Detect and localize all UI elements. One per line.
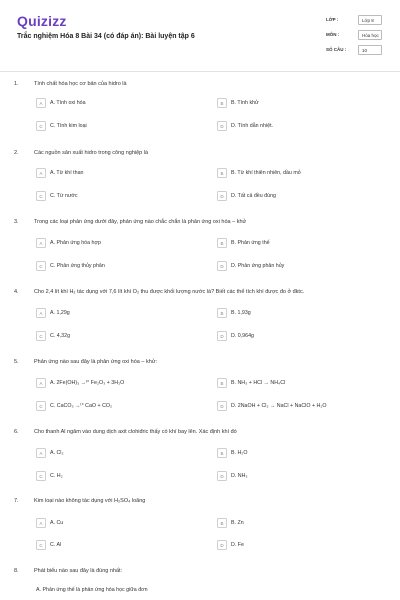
option-text: A. 2Fe(OH)₃ →ᵗ° Fe₂O₃ + 3H₂O bbox=[50, 379, 125, 386]
option-a[interactable] bbox=[36, 98, 201, 110]
option-letter: B bbox=[217, 518, 227, 528]
option-text: C. Từ nước bbox=[50, 192, 78, 199]
class-value: Lớp 8 bbox=[358, 15, 382, 25]
option-c[interactable] bbox=[36, 121, 201, 133]
option-letter: B bbox=[217, 378, 227, 388]
option-b[interactable] bbox=[217, 448, 382, 460]
option-c[interactable] bbox=[36, 540, 201, 552]
option-a[interactable] bbox=[36, 308, 201, 320]
option-b[interactable] bbox=[217, 378, 382, 390]
option-text: C. Al bbox=[50, 541, 62, 548]
option-c[interactable] bbox=[36, 261, 201, 273]
worksheet-header bbox=[0, 0, 400, 70]
subject-value: Hóa học bbox=[358, 30, 382, 40]
count-label: SỐ CÂU : bbox=[326, 47, 347, 52]
option-b[interactable] bbox=[217, 98, 382, 110]
option-letter: D bbox=[217, 331, 227, 341]
option-letter: D bbox=[217, 540, 227, 550]
option-letter: A bbox=[36, 378, 46, 388]
question-number: 4. bbox=[14, 289, 19, 295]
question-number: 2. bbox=[14, 150, 19, 156]
page-title: Trắc nghiệm Hóa 8 Bài 34 (có đáp án): Bài luyện tập 6 bbox=[17, 33, 195, 40]
option-letter: C bbox=[36, 401, 46, 411]
option-text: D. 2NaOH + Cl₂ → NaCl + NaClO + H₂O bbox=[231, 402, 327, 409]
question-number: 7. bbox=[14, 498, 19, 504]
option-letter: C bbox=[36, 471, 46, 481]
option-d[interactable] bbox=[217, 540, 382, 552]
option-text: C. CaCO₃ →ᵗ° CaO + CO₂ bbox=[50, 402, 113, 409]
question-text: Cho 2,4 lít khí H₂ tác dụng với 7,6 lít khí O₂ thu được khối lượng nước là? Biết các thể tích khí được đo ở đktc. bbox=[34, 289, 305, 295]
question-text: Các nguồn sản xuất hidro trong công nghiệp là bbox=[34, 150, 149, 156]
question-text: Cho thanh Al ngâm vào dung dịch axit clohiđric thấy có khí bay lên. Xác định khí đó bbox=[34, 429, 237, 435]
quizizz-logo: Quizizz bbox=[17, 13, 67, 29]
option-text: A. Cl₂ bbox=[50, 449, 64, 456]
option-d[interactable] bbox=[217, 331, 382, 343]
option-letter: B bbox=[217, 98, 227, 108]
option-letter: D bbox=[217, 471, 227, 481]
option-text: B. Tính khử bbox=[231, 99, 259, 106]
option-letter: D bbox=[217, 191, 227, 201]
header-divider bbox=[0, 71, 400, 72]
option-letter: A bbox=[36, 168, 46, 178]
subject-label: MÔN : bbox=[326, 32, 340, 37]
option-text: A. Phản ứng hóa hợp bbox=[50, 239, 101, 246]
option-text: C. 4,32g bbox=[50, 332, 71, 339]
option-text: D. Phản ứng phân hủy bbox=[231, 262, 285, 269]
option-text: C. H₂ bbox=[50, 472, 63, 479]
question-number: 6. bbox=[14, 429, 19, 435]
option-letter: B bbox=[217, 238, 227, 248]
option-d[interactable] bbox=[217, 191, 382, 203]
option-a[interactable] bbox=[36, 448, 201, 460]
option-d[interactable] bbox=[217, 121, 382, 133]
option-a[interactable] bbox=[36, 378, 201, 390]
option-text: A. Tính oxi hóa bbox=[50, 99, 86, 106]
option-letter: A bbox=[36, 448, 46, 458]
option-d[interactable] bbox=[217, 401, 382, 413]
option-text: B. 1,93g bbox=[231, 309, 251, 316]
option-text: D. 0,964g bbox=[231, 332, 254, 339]
option-b[interactable] bbox=[217, 308, 382, 320]
option-letter: A bbox=[36, 238, 46, 248]
question-text: Phát biểu nào sau đây là đúng nhất: bbox=[34, 568, 123, 574]
option-b[interactable] bbox=[217, 518, 382, 530]
option-c[interactable] bbox=[36, 401, 201, 413]
class-label: LỚP : bbox=[326, 17, 339, 22]
option-letter: B bbox=[217, 308, 227, 318]
option-letter: A bbox=[36, 308, 46, 318]
option-letter: A bbox=[36, 98, 46, 108]
option-text: D. Tất cả đều đúng bbox=[231, 192, 276, 199]
option-text: A. Cu bbox=[50, 519, 64, 526]
question-text: Kim loại nào không tác dụng với H₂SO₄ loãng bbox=[34, 498, 146, 504]
option-letter: C bbox=[36, 121, 46, 131]
option-text: D. Fe bbox=[231, 541, 244, 548]
option-letter: D bbox=[217, 121, 227, 131]
option-d[interactable] bbox=[217, 261, 382, 273]
option-a[interactable] bbox=[36, 238, 201, 250]
option-a[interactable]: A. Phản ứng thế là phản ứng hóa học giữa đơn bbox=[36, 587, 148, 593]
question-text: Tính chất hóa học cơ bản của hidro là bbox=[34, 81, 127, 87]
option-letter: A bbox=[36, 518, 46, 528]
option-letter: C bbox=[36, 261, 46, 271]
question-number: 8. bbox=[14, 568, 19, 574]
option-text: B. Zn bbox=[231, 519, 244, 526]
option-c[interactable] bbox=[36, 331, 201, 343]
option-letter: C bbox=[36, 331, 46, 341]
option-text: B. NH₃ + HCl → NH₄Cl bbox=[231, 379, 286, 386]
option-letter: C bbox=[36, 191, 46, 201]
option-text: C. Tính kim loại bbox=[50, 122, 87, 129]
option-c[interactable] bbox=[36, 471, 201, 483]
option-letter: B bbox=[217, 448, 227, 458]
question-text: Trong các loại phản ứng dưới đây, phản ứng nào chắc chắn là phản ứng oxi hóa – khử bbox=[34, 219, 247, 225]
option-text: D. NH₃ bbox=[231, 472, 248, 479]
option-b[interactable] bbox=[217, 238, 382, 250]
option-text: A. Từ khí than bbox=[50, 169, 84, 176]
option-letter: B bbox=[217, 168, 227, 178]
option-c[interactable] bbox=[36, 191, 201, 203]
count-value: 10 bbox=[358, 45, 382, 55]
option-text: D. Tính dẫn nhiệt. bbox=[231, 122, 274, 129]
question-number: 5. bbox=[14, 359, 19, 365]
option-b[interactable] bbox=[217, 168, 382, 180]
option-text: B. Từ khí thiên nhiên, dầu mỏ bbox=[231, 169, 301, 176]
option-text: C. Phản ứng thủy phân bbox=[50, 262, 105, 269]
option-letter: D bbox=[217, 261, 227, 271]
option-letter: D bbox=[217, 401, 227, 411]
option-d[interactable] bbox=[217, 471, 382, 483]
question-number: 3. bbox=[14, 219, 19, 225]
option-text: B. Phản ứng thế bbox=[231, 239, 270, 246]
option-letter: C bbox=[36, 540, 46, 550]
option-a[interactable] bbox=[36, 168, 201, 180]
option-text: B. H₂O bbox=[231, 449, 248, 456]
option-a[interactable] bbox=[36, 518, 201, 530]
option-text: A. 1,29g bbox=[50, 309, 70, 316]
question-text: Phản ứng nào sau đây là phản ứng oxi hóa – khử: bbox=[34, 359, 157, 365]
question-number: 1. bbox=[14, 81, 19, 87]
